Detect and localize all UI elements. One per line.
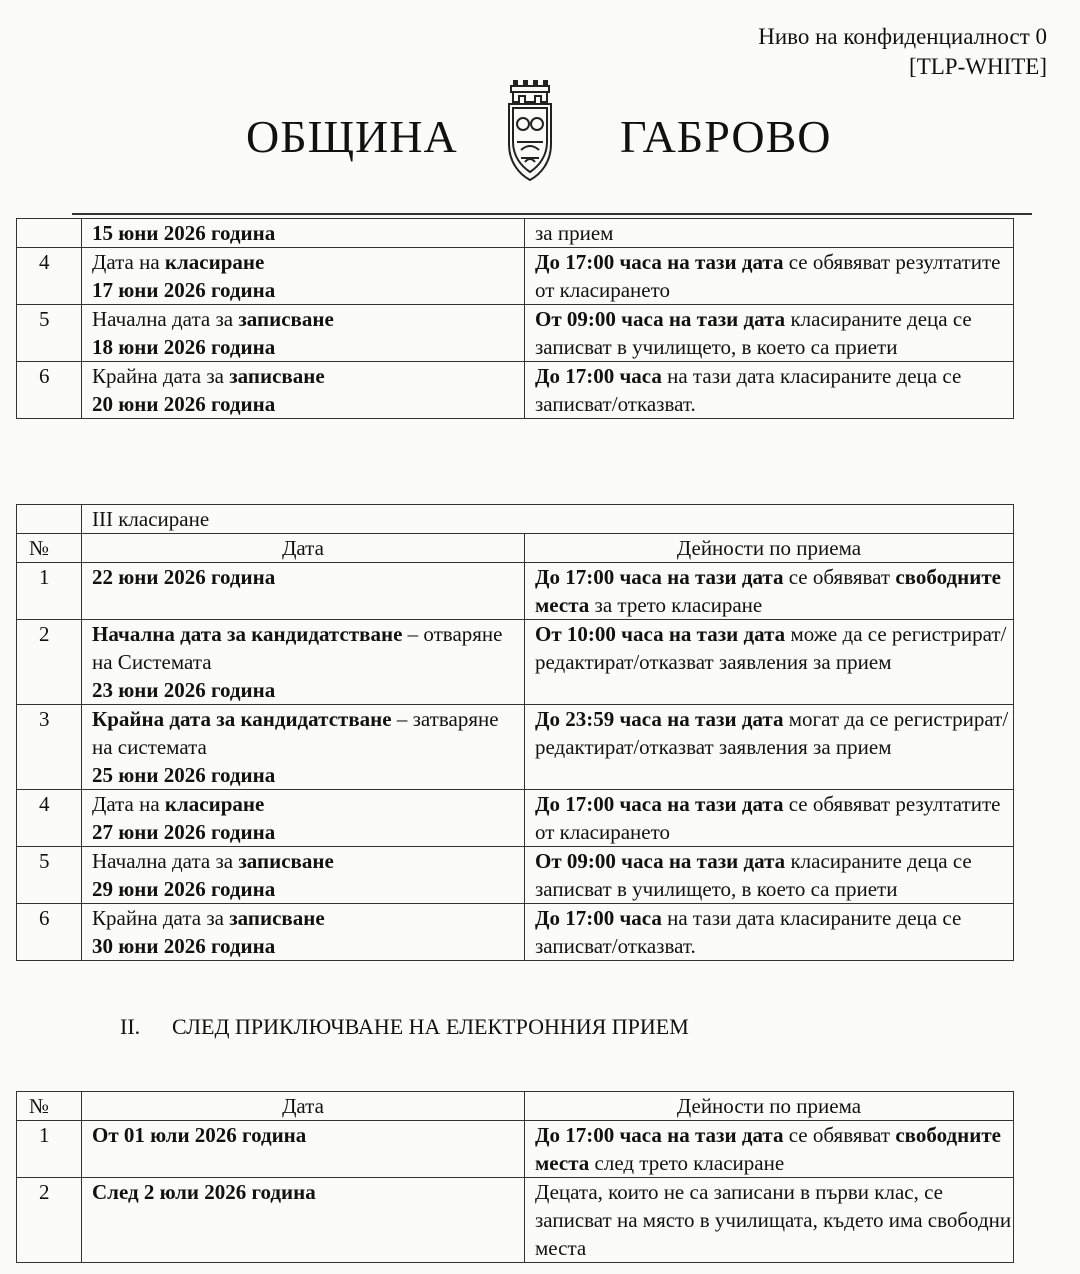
table-row <box>17 563 1014 620</box>
table-row <box>17 847 1014 904</box>
row-number: 2 <box>17 620 82 705</box>
row-number <box>17 219 82 248</box>
row-action: От 09:00 часа на тази дата класираните деца се записват в училището, в което са приети <box>525 847 1014 904</box>
row-date: Начална дата за кандидатстване – отваряне на Системата 23 юни 2026 година <box>82 620 525 705</box>
row-action: До 17:00 часа на тази дата класираните деца се записват/отказват. <box>525 904 1014 961</box>
header-action: Дейности по приема <box>525 1092 1014 1121</box>
row-date: Крайна дата за записване 20 юни 2026 година <box>82 362 525 419</box>
header-right-word: ГАБРОВО <box>620 111 832 162</box>
row-date: Дата на класиране 17 юни 2026 година <box>82 248 525 305</box>
row-date: След 2 юли 2026 година <box>82 1178 525 1263</box>
schedule-table-third-ranking <box>16 504 1014 961</box>
row-number: 4 <box>17 790 82 847</box>
row-action: От 09:00 часа на тази дата класираните деца се записват в училището, в което са приети <box>525 305 1014 362</box>
tlp-label: [TLP-WHITE] <box>909 54 1047 79</box>
coat-of-arms-icon <box>503 80 557 184</box>
table-caption-row <box>17 505 1014 534</box>
section-title: СЛЕД ПРИКЛЮЧВАНЕ НА ЕЛЕКТРОННИЯ ПРИЕМ <box>172 1014 689 1039</box>
row-number: 5 <box>17 847 82 904</box>
section-number: II. <box>120 1014 141 1039</box>
row-date: 15 юни 2026 година <box>82 219 525 248</box>
table-row <box>17 1178 1014 1263</box>
row-number: 5 <box>17 305 82 362</box>
row-number: 2 <box>17 1178 82 1263</box>
row-number: 1 <box>17 1121 82 1178</box>
section-heading <box>120 1014 689 1040</box>
row-action: До 17:00 часа на тази дата се обявяват свободните места за трето класиране <box>525 563 1014 620</box>
table-row <box>17 362 1014 419</box>
table-row <box>17 1121 1014 1178</box>
row-number: 6 <box>17 904 82 961</box>
row-action: До 17:00 часа на тази дата се обявяват резултатите от класирането <box>525 790 1014 847</box>
table-row <box>17 620 1014 705</box>
row-date: Крайна дата за записване 30 юни 2026 година <box>82 904 525 961</box>
row-date: Крайна дата за кандидатстване – затваряне на системата 25 юни 2026 година <box>82 705 525 790</box>
row-action: До 23:59 часа на тази дата могат да се регистрират/редактират/отказват заявления за прием <box>525 705 1014 790</box>
row-action: До 17:00 часа на тази дата класираните деца се записват/отказват. <box>525 362 1014 419</box>
letterhead <box>0 80 1080 190</box>
header-divider <box>72 213 1032 215</box>
row-date: Дата на класиране 27 юни 2026 година <box>82 790 525 847</box>
header-date: Дата <box>82 1092 525 1121</box>
row-action: До 17:00 часа на тази дата се обявяват свободните места след трето класиране <box>525 1121 1014 1178</box>
row-date: 22 юни 2026 година <box>82 563 525 620</box>
table-row <box>17 248 1014 305</box>
table-row <box>17 904 1014 961</box>
confidentiality-label <box>758 22 1047 82</box>
header-date: Дата <box>82 534 525 563</box>
row-number: 3 <box>17 705 82 790</box>
header-left-word: ОБЩИНА <box>246 111 458 162</box>
row-number: 6 <box>17 362 82 419</box>
table-row <box>17 790 1014 847</box>
table-row <box>17 305 1014 362</box>
table-caption: III класиране <box>82 505 1014 534</box>
row-action: Децата, които не са записани в първи клас, се записват на място в училищата, където има свободни места <box>525 1178 1014 1263</box>
row-number: 1 <box>17 563 82 620</box>
table-header-row <box>17 1092 1014 1121</box>
table-row <box>17 219 1014 248</box>
header-num: № <box>17 534 82 563</box>
row-action: за прием <box>525 219 1014 248</box>
row-number: 4 <box>17 248 82 305</box>
table-header-row <box>17 534 1014 563</box>
schedule-table-continued <box>16 218 1014 419</box>
row-action: До 17:00 часа на тази дата се обявяват резултатите от класирането <box>525 248 1014 305</box>
row-date: Начална дата за записване 29 юни 2026 година <box>82 847 525 904</box>
schedule-table-after-electronic <box>16 1091 1014 1263</box>
row-action: От 10:00 часа на тази дата може да се регистрират/редактират/отказват заявления за прием <box>525 620 1014 705</box>
row-date: Начална дата за записване 18 юни 2026 година <box>82 305 525 362</box>
confidentiality-level: Ниво на конфиденциалност 0 <box>758 24 1047 49</box>
table-row <box>17 705 1014 790</box>
header-num: № <box>17 1092 82 1121</box>
row-date: От 01 юли 2026 година <box>82 1121 525 1178</box>
header-action: Дейности по приема <box>525 534 1014 563</box>
